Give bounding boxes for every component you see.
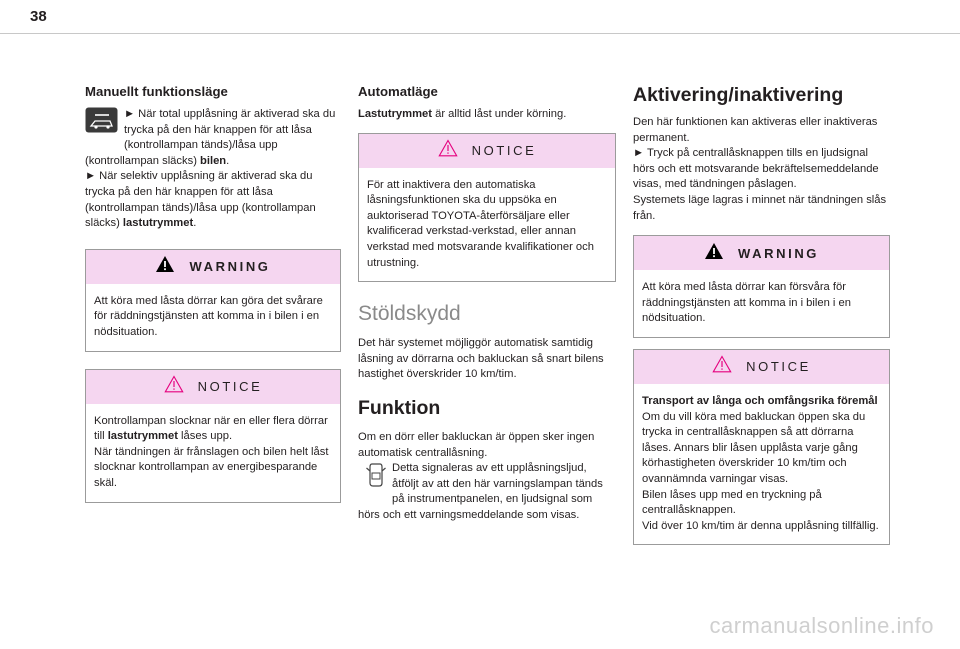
notice-text-2: Bilen låses upp med en tryckning på centrallåsknappen.	[642, 488, 822, 517]
warning-triangle-icon	[704, 242, 724, 265]
notice-triangle-icon	[164, 375, 184, 398]
notice-triangle-icon	[438, 139, 458, 162]
manual-mode-paragraph-2	[85, 169, 341, 231]
warning-box-header	[86, 250, 340, 284]
warning-triangle-icon	[155, 255, 175, 278]
notice-text: För att inaktivera den automatiska låsningsfunktionen ska du uppsöka en auktoriserad TOYOTA-återförsäljare eller kvalificerad verkstad-verkstad, eller annan verkstad med motsvarande kvalifikationer och utrustning.	[367, 178, 594, 269]
header-rule	[0, 33, 960, 34]
notice-box-3	[633, 349, 890, 545]
function-heading: Funktion	[358, 396, 441, 419]
activation-line-1: Den här funktionen kan aktiveras eller inaktiveras permanent.	[633, 116, 878, 144]
column-manual-mode	[85, 84, 341, 503]
auto-mode-paragraph	[358, 107, 616, 123]
function-text-2-content: Detta signaleras av ett upplåsningsljud, åtföljt av att den här varningslampan tänds på instrumentpanelen, en ljudsignal som hörs och ett varningsmeddelande som visas.	[358, 462, 603, 521]
auto-p1-text: är alltid låst under körning.	[431, 108, 567, 120]
manual-p1-end: .	[226, 154, 230, 167]
notice-box-2	[358, 133, 616, 283]
door-open-warning-icon	[366, 461, 386, 495]
warning-box-header	[634, 236, 889, 270]
manual-p1-bold: bilen	[200, 154, 227, 167]
manual-p2-end: .	[193, 217, 197, 230]
notice-text-1: Om du vill köra med bakluckan öppen ska du trycka in centrallåsknappen så att dörrarna låses. Annars blir låsen upplåsta varje gång körhastigheten överskrider 10 km/tim och ovannämnda varningar visas.	[642, 410, 866, 485]
function-text-2	[358, 461, 616, 523]
column-auto-mode	[358, 84, 616, 524]
notice-box-1	[85, 369, 341, 503]
warning-title: WARNING	[189, 259, 271, 275]
notice-box-header	[634, 350, 889, 384]
auto-p1-bold: Lastutrymmet	[358, 108, 432, 120]
manual-p2-bold: lastutrymmet	[122, 217, 194, 230]
notice-t1-bold: lastutrymmet	[107, 430, 178, 443]
manual-mode-heading: Manuellt funktionsläge	[85, 84, 228, 99]
lock-button-icon	[85, 107, 118, 139]
warning-box-3	[633, 235, 890, 338]
warning-box-1	[85, 249, 341, 352]
notice-bold-heading	[642, 394, 881, 410]
activation-heading: Aktivering/inaktivering	[633, 84, 844, 106]
column-activation	[633, 84, 890, 545]
auto-mode-heading: Automatläge	[358, 84, 438, 99]
notice-box-header	[86, 370, 340, 404]
theft-protection-heading: Stöldskydd	[358, 302, 461, 326]
manual-mode-paragraph-1	[85, 107, 341, 169]
notice-t1-end: låses upp.	[177, 430, 233, 443]
activation-line-2: ► Tryck på centrallåsknappen tills en ljudsignal hörs och ett motsvarande bekräftelsemeddelande visas, med tändningen påslagen.	[633, 147, 879, 191]
warning-text: Att köra med låsta dörrar kan göra det svårare för räddningstjänsten att komma in i bilen i en nödsituation.	[94, 294, 323, 338]
notice-text-3: Vid över 10 km/tim är denna upplåsning tillfällig.	[642, 519, 879, 532]
watermark: carmanualsonline.info	[709, 613, 934, 638]
notice-text-2: När tändningen är frånslagen och bilen helt låst slocknar kontrollampan av energibesparande skäl.	[94, 445, 329, 489]
notice-text-1	[94, 414, 332, 445]
manual-p2-text: ► När selektiv upplåsning är aktiverad ska du trycka på den här knappen för att låsa (kontrollampan tänds)/låsa upp (kontrollampan släcks)	[85, 170, 316, 230]
manual-p1-text: ► När total upplåsning är aktiverad ska du trycka på den här knappen för att låsa (kontrollampan tänds)/låsa upp (kontrollampan släcks)	[85, 108, 336, 167]
notice-triangle-icon	[712, 355, 732, 378]
notice-title: NOTICE	[746, 359, 811, 375]
page-number: 38	[30, 8, 47, 25]
notice-t1: Kontrollampan slocknar när en eller flera dörrar till	[94, 414, 328, 443]
activation-line-3: Systemets läge lagras i minnet när tändningen slås från.	[633, 193, 887, 222]
warning-text: Att köra med låsta dörrar kan försvåra för räddningstjänsten att komma in i bilen i en nödsituation.	[642, 281, 851, 325]
theft-protection-text: Det här systemet möjliggör automatisk samtidig låsning av dörrarna och bakluckan så snart bilens hastighet överskrider 10 km/tim.	[358, 337, 604, 381]
notice-box-header	[359, 134, 615, 168]
notice-title: NOTICE	[471, 143, 537, 159]
warning-title: WARNING	[737, 245, 820, 261]
function-text-1: Om en dörr eller bakluckan är öppen sker ingen automatisk centrallåsning.	[358, 430, 595, 459]
notice-bold-text: Transport av långa och omfångsrika föremål	[642, 394, 878, 407]
notice-title: NOTICE	[197, 379, 263, 395]
